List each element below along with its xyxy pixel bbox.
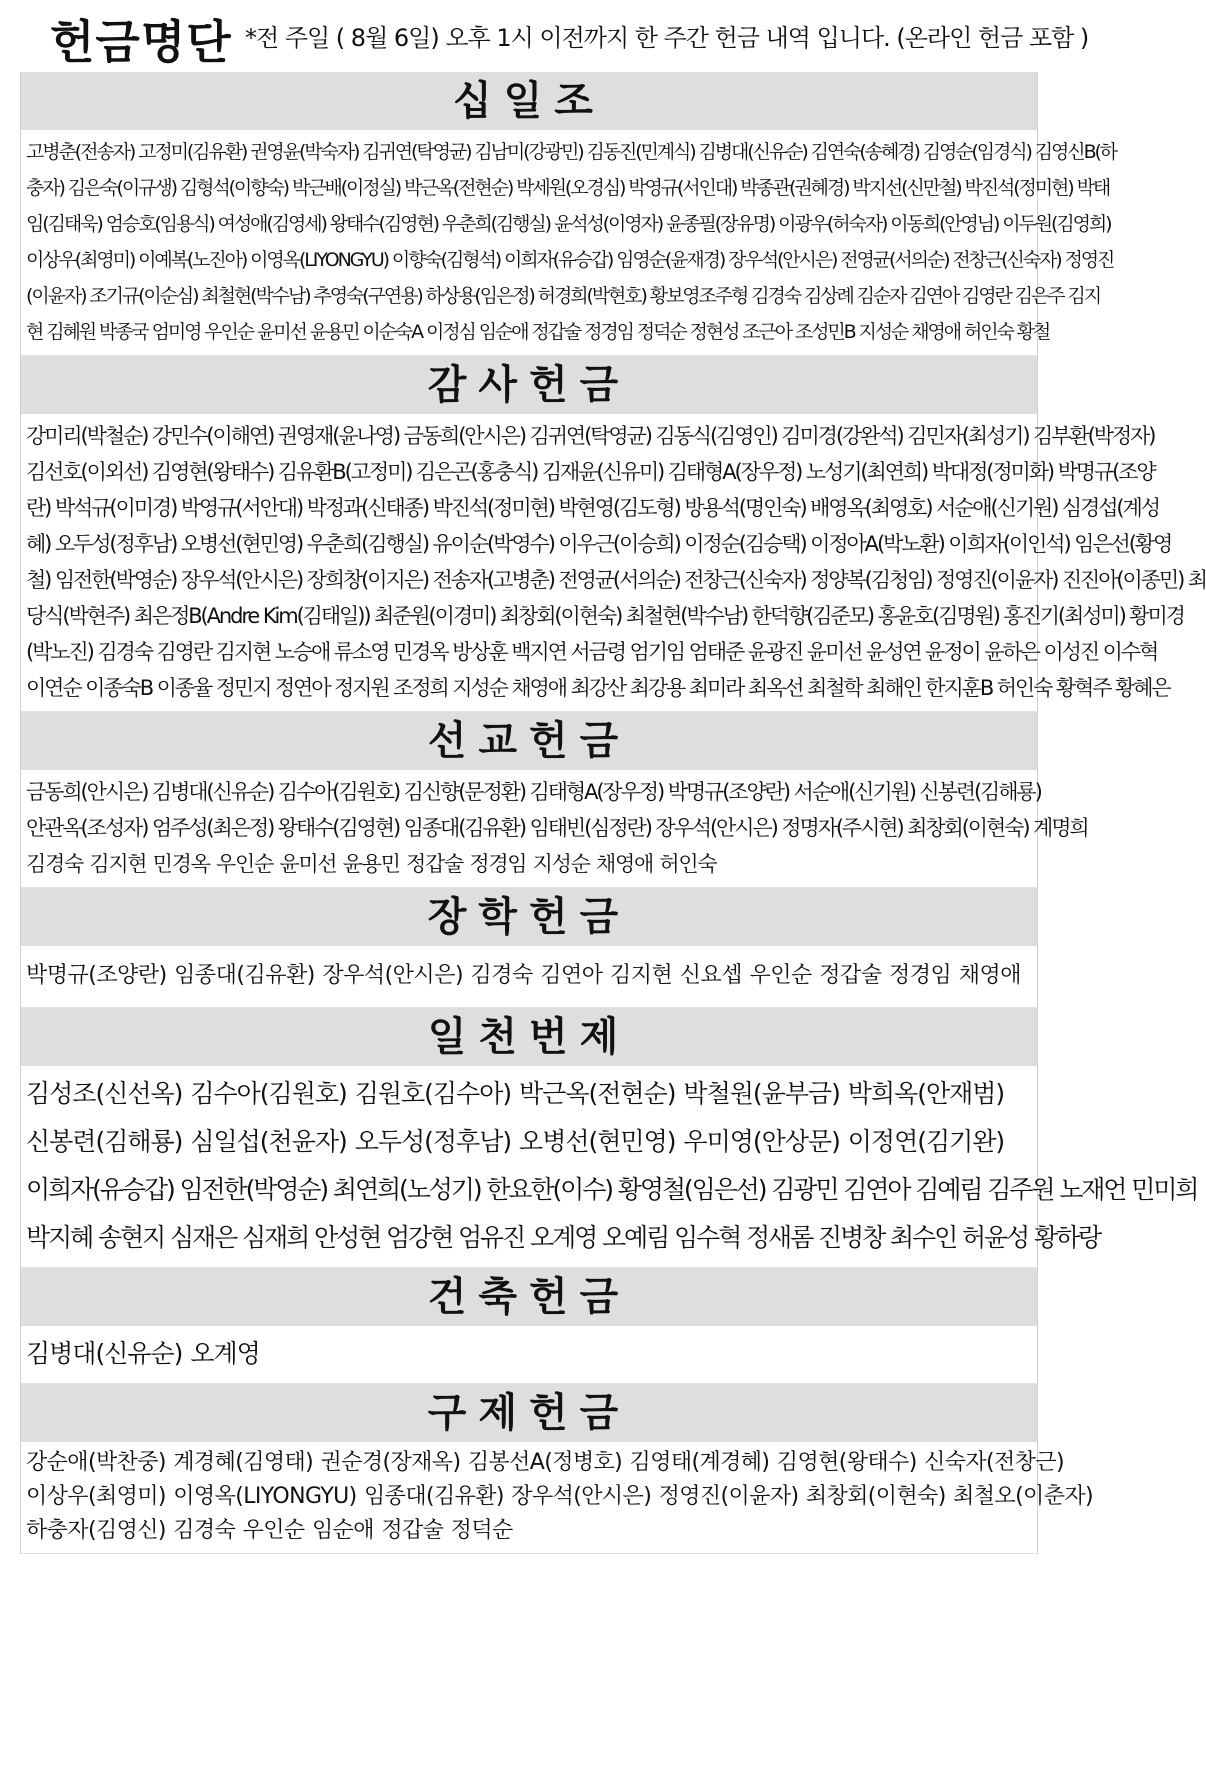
name-line: (이윤자) 조기규(이순심) 최철현(박수남) 추영숙(구연용) 하상용(임은정) 허경희(박현호) 황보영조주형 김경숙 김상례 김순자 김연아 김영란 김은주 김지 — [26, 285, 1100, 307]
name-line: 금동희(안시은) 김병대(신유순) 김수아(김원호) 김신향(문정환) 김태형A(장우정) 박명규(조양란) 서순애(신기원) 신봉련(김해룡) — [26, 780, 1041, 804]
name-line: 김선호(이외선) 김영현(왕태수) 김유환B(고정미) 김은곤(홍충식) 김재윤(신유미) 김태형A(장우정) 노성기(최연희) 박대정(정미화) 박명규(조양 — [26, 460, 1155, 484]
page-title: 헌금명단 — [50, 15, 232, 69]
name-line: 현 김혜원 박종국 엄미영 우인순 윤미선 윤용민 이순숙A 이정심 임순애 정갑술 정경임 정덕순 정현성 조근아 조성민B 지성순 채영애 허인숙 황철 — [26, 321, 1050, 343]
name-line: 강미리(박철순) 강민수(이해연) 권영재(윤나영) 금동희(안시은) 김귀연(탁영균) 김동식(김영인) 김미경(강완석) 김민자(최성기) 김부환(박정자) — [26, 424, 1155, 448]
section-title: 건축헌금 — [21, 1268, 1037, 1326]
name-line: 신봉련(김해룡) 심일섭(천윤자) 오두성(정후남) 오병선(현민영) 우미영(안상문) 이정연(김기완) — [26, 1127, 1005, 1156]
section-title: 장학헌금 — [21, 888, 1037, 946]
section-title: 구제헌금 — [21, 1384, 1037, 1442]
section-body — [21, 770, 1088, 887]
section-title: 감사헌금 — [21, 356, 1037, 414]
section-mission — [20, 712, 1088, 888]
page-note: *전 주일 ( 8월 6일) 오후 1시 이전까지 한 주간 헌금 내역 입니다. (온라인 헌금 포함 ) — [245, 24, 1089, 52]
section-thanksgiving — [20, 356, 1206, 712]
section-body — [21, 1066, 1198, 1267]
name-line: 충자) 김은숙(이규생) 김형석(이향숙) 박근배(이정실) 박근옥(전현순) 박세원(오경심) 박영규(서인대) 박종관(권혜경) 박지선(신만철) 박진석(정미현) 박태 — [26, 177, 1110, 199]
section-body — [21, 1326, 1037, 1383]
name-line: 당식(박현주) 최은정B(Andre Kim(김태일)) 최준원(이경미) 최창회(이현숙) 최철현(박수남) 한덕향(김준모) 홍윤호(김명원) 홍진기(최성미) 황미경 — [26, 604, 1184, 628]
name-line: 철) 임전한(박영순) 장우석(안시은) 장희창(이지은) 전송자(고병춘) 전영균(서의순) 전창근(신숙자) 정양복(김청임) 정영진(이윤자) 진진아(이종민) 최 — [26, 568, 1206, 592]
section-body — [21, 946, 1037, 1007]
section-building — [20, 1268, 1038, 1384]
section-thousand-offerings — [20, 1008, 1198, 1268]
name-line: 박지혜 송현지 심재은 심재희 안성현 엄강현 엄유진 오계영 오예림 임수혁 정새롬 진병창 최수인 허윤성 황하랑 — [26, 1223, 1101, 1252]
offering-list — [20, 72, 1206, 1554]
name-line: 김경숙 김지현 민경옥 우인순 윤미선 윤용민 정갑술 정경임 지성순 채영애 허인숙 — [26, 852, 717, 876]
section-body — [21, 414, 1206, 711]
section-body — [21, 1442, 1093, 1553]
name-line: 란) 박석규(이미경) 박영규(서안대) 박정과(신태종) 박진석(정미현) 박현영(김도형) 방용석(명인숙) 배영옥(최영호) 서순애(신기원) 심경섭(계성 — [26, 496, 1159, 520]
name-line: 김병대(신유순) 오계영 — [26, 1339, 260, 1368]
name-line: 박명규(조양란) 임종대(김유환) 장우석(안시은) 김경숙 김연아 김지현 신요셉 우인순 정갑술 정경임 채영애 — [26, 963, 1022, 988]
name-line: 하충자(김영신) 김경숙 우인순 임순애 정갑술 정덕순 — [26, 1518, 513, 1543]
section-title: 선교헌금 — [21, 712, 1037, 770]
section-tithe — [20, 72, 1117, 356]
name-line: 안관옥(조성자) 엄주성(최은정) 왕태수(김영현) 임종대(김유환) 임태빈(심정란) 장우석(안시은) 정명자(주시현) 최창회(이현숙) 계명희 — [26, 816, 1088, 840]
name-line: 임(김태욱) 엄승호(임용식) 여성애(김영세) 왕태수(김영현) 우춘희(김행실) 윤석성(이영자) 윤종필(장유명) 이광우(허숙자) 이동희(안영님) 이두원(김영희) — [26, 213, 1111, 235]
page-header — [0, 0, 1089, 72]
section-title: 일천번제 — [21, 1008, 1037, 1066]
name-line: 이상우(최영미) 이영옥(LIYONGYU) 임종대(김유환) 장우석(안시은) 정영진(이윤자) 최창회(이현숙) 최철오(이춘자) — [26, 1484, 1093, 1509]
name-line: 이상우(최영미) 이예복(노진아) 이영옥(LIYONGYU) 이향숙(김형석) 이희자(유승갑) 임영순(윤재경) 장우석(안시은) 전영균(서의순) 전창근(신숙자) 정영진 — [26, 249, 1114, 271]
section-title: 십일조 — [21, 72, 1037, 130]
name-line: 김성조(신선옥) 김수아(김원호) 김원호(김수아) 박근옥(전현순) 박철원(윤부금) 박희옥(안재범) — [26, 1079, 1005, 1108]
section-body — [21, 130, 1117, 355]
section-relief — [20, 1384, 1093, 1554]
name-line: 혜) 오두성(정후남) 오병선(현민영) 우춘희(김행실) 유이순(박영수) 이우근(이승희) 이정순(김승택) 이정아A(박노환) 이희자(이인석) 임은선(황영 — [26, 532, 1172, 556]
name-line: 강순애(박찬중) 계경혜(김영태) 권순경(장재옥) 김봉선A(정병호) 김영태(계경혜) 김영현(왕태수) 신숙자(전창근) — [26, 1450, 1064, 1475]
section-scholarship — [20, 888, 1038, 1008]
name-line: (박노진) 김경숙 김영란 김지현 노승애 류소영 민경옥 방상훈 백지연 서금령 엄기임 엄태준 윤광진 윤미선 윤성연 윤정이 윤하은 이성진 이수혁 — [26, 640, 1158, 664]
name-line: 이연순 이종숙B 이종율 정민지 정연아 정지원 조정희 지성순 채영애 최강산 최강용 최미라 최옥선 최철학 최해인 한지훈B 허인숙 황혁주 황혜은 — [26, 676, 1170, 700]
name-line: 고병춘(전송자) 고정미(김유환) 권영윤(박숙자) 김귀연(탁영균) 김남미(강광민) 김동진(민계식) 김병대(신유순) 김연숙(송혜경) 김영순(임경식) 김영신B(하 — [26, 141, 1117, 163]
name-line: 이희자(유승갑) 임전한(박영순) 최연희(노성기) 한요한(이수) 황영철(임은선) 김광민 김연아 김예림 김주원 노재언 민미희 — [26, 1175, 1198, 1204]
